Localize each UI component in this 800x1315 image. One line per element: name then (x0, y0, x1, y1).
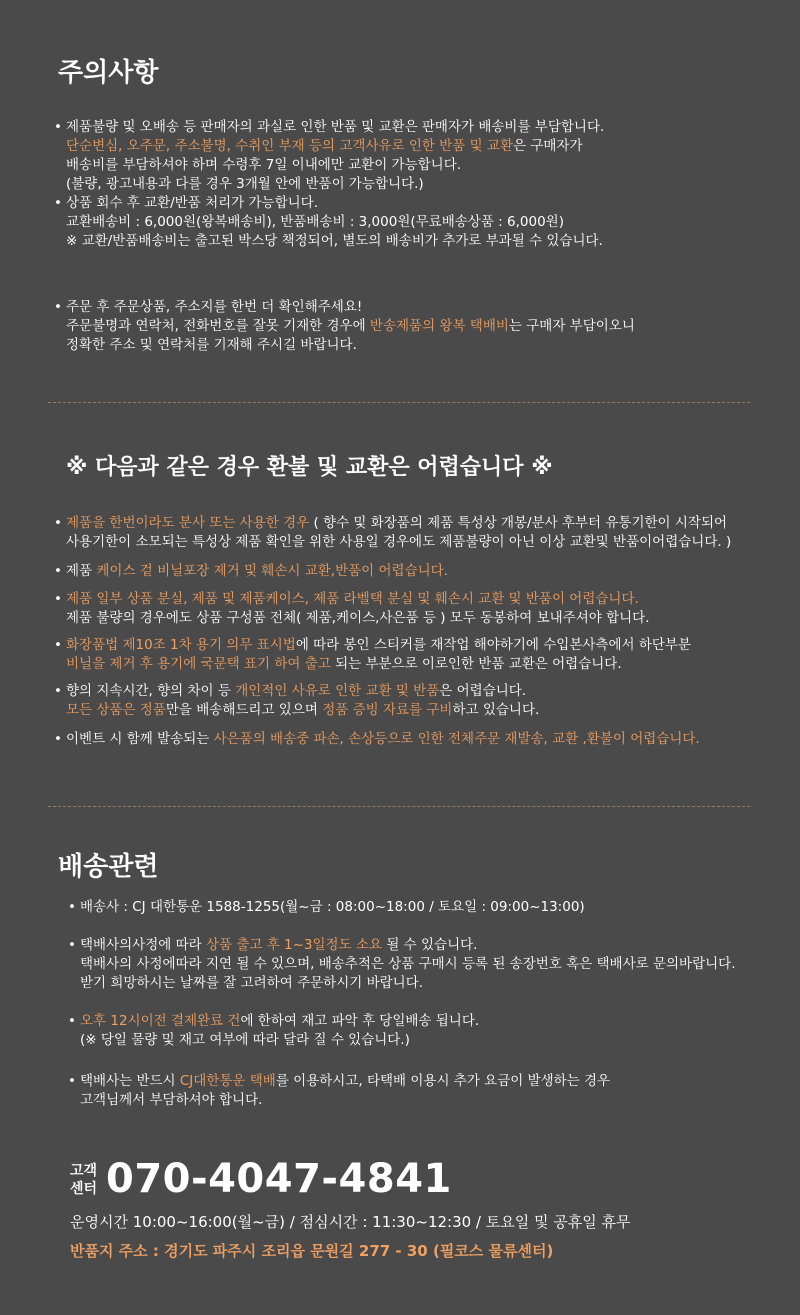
highlighted-text: CJ대한통운 택배 (179, 1073, 276, 1089)
bullet-icon: • (54, 299, 62, 315)
item-line (80, 1072, 610, 1091)
item-text: 이벤트 시 함께 발송되는 (66, 731, 214, 747)
item-text: 하고 있습니다. (452, 702, 540, 718)
item-text: 제품불량 및 오배송 등 판매자의 과실로 인한 반품 및 교환은 판매자가 배송비를 부담합니다. (66, 119, 605, 135)
refund-item (54, 636, 691, 674)
highlighted-text: 오후 12시이전 결제완료 건 (80, 1013, 241, 1029)
item-line (80, 974, 736, 993)
highlighted-text: 화장품법 제10조 1차 용기 의무 표시법 (66, 637, 296, 653)
item-line (66, 137, 604, 156)
item-text: ※ 교환/반품배송비는 출고된 박스당 책정되어, 별도의 배송비가 추가로 부과될 수 있습니다. (66, 233, 603, 249)
item-text: 받기 희망하시는 날짜를 잘 고려하여 주문하시기 바랍니다. (80, 975, 424, 991)
refund-title: ※ 다음과 같은 경우 환불 및 교환은 어렵습니다 ※ (66, 455, 553, 480)
item-line (80, 1012, 479, 1031)
notice-item (54, 118, 605, 194)
shipping-item (68, 936, 736, 993)
section-divider (48, 402, 750, 403)
item-line (66, 213, 603, 232)
item-line (66, 609, 650, 628)
highlighted-text: 반송제품의 왕복 택배비 (369, 318, 509, 334)
item-line (66, 533, 731, 552)
item-line (66, 156, 604, 175)
item-text: (불량, 광고내용과 다를 경우 3개월 안에 반품이 가능합니다.) (66, 176, 424, 192)
item-line (80, 898, 585, 917)
item-line (80, 1031, 479, 1050)
bullet-icon: • (68, 1073, 76, 1089)
refund-item (54, 590, 650, 628)
item-text: 택배사는 반드시 (80, 1073, 180, 1089)
item-text: 상품 회수 후 교환/반품 처리가 가능합니다. (66, 195, 318, 211)
bullet-icon: • (54, 563, 62, 579)
customer-center-label-line2: 센터 (70, 1181, 98, 1197)
item-text: 은 어렵습니다. (439, 683, 527, 699)
bullet-icon: • (68, 899, 76, 915)
item-line (66, 336, 635, 355)
item-text: 정확한 주소 및 연락처를 기재해 주시길 바랍니다. (66, 337, 357, 353)
item-line (80, 955, 736, 974)
item-line (66, 194, 603, 213)
bullet-icon: • (54, 195, 62, 211)
item-text: 향의 지속시간, 향의 차이 등 (66, 683, 236, 699)
item-text: 에 따라 봉인 스티커를 재작업 해야하기에 수입본사측에서 하단부분 (295, 637, 691, 653)
bullet-icon: • (54, 591, 62, 607)
item-line (66, 655, 691, 674)
item-line (66, 514, 731, 533)
item-text: ( 향수 및 화장품의 제품 특성상 개봉/분사 후부터 유통기한이 시작되어 (309, 515, 728, 531)
item-text: (※ 당일 물량 및 재고 여부에 따라 달라 질 수 있습니다.) (80, 1032, 410, 1048)
operating-hours: 운영시간 10:00~16:00(월~금) / 점심시간 : 11:30~12:30 / 토요일 및 공휴일 휴무 (70, 1213, 631, 1231)
item-line (80, 936, 736, 955)
item-line (66, 590, 650, 609)
shipping-title: 배송관련 (58, 852, 159, 882)
refund-item (54, 562, 448, 581)
item-line (66, 682, 539, 701)
item-text: 택배사의사정에 따라 (80, 937, 206, 953)
refund-item (54, 682, 540, 720)
highlighted-text: 비닐을 제거 후 용기에 국문택 표기 하여 출고 (66, 656, 331, 672)
phone-number: 070-4047-4841 (106, 1156, 452, 1202)
item-text: 는 구매자 부담이오니 (508, 318, 635, 334)
item-line (66, 730, 700, 749)
highlighted-text: 케이스 겉 비닐포장 제거 및 훼손시 교환,반품이 어렵습니다. (96, 563, 448, 579)
highlighted-text: 모든 상품은 정품 (66, 702, 166, 718)
notice-title: 주의사항 (58, 58, 159, 88)
customer-center-label-line1: 고객 (70, 1163, 98, 1179)
item-text: 택배사의 사정에따라 지연 될 수 있으며, 배송추적은 상품 구매시 등록 된 송장번호 혹은 택배사로 문의바랍니다. (80, 956, 736, 972)
shipping-item (68, 1072, 611, 1110)
refund-item (54, 514, 732, 552)
shipping-item (68, 1012, 480, 1050)
highlighted-text: 개인적인 사유로 인한 교환 및 반품 (235, 683, 440, 699)
item-text: 교환배송비 : 6,000원(왕복배송비), 반품배송비 : 3,000원(무료배송상품 : 6,000원) (66, 214, 564, 230)
notice-item (54, 194, 603, 251)
item-text: 되는 부분으로 이로인한 반품 교환은 어렵습니다. (330, 656, 622, 672)
bullet-icon: • (54, 731, 62, 747)
return-address: 반품지 주소 : 경기도 파주시 조리읍 문원길 277 - 30 (필코스 물류센터) (70, 1242, 554, 1260)
item-line (80, 1091, 610, 1110)
highlighted-text: 제품 일부 상품 분실, 제품 및 제품케이스, 제품 라벨택 분실 및 훼손시 교환 및 반품이 어렵습니다. (66, 591, 639, 607)
item-text: 사용기한이 소모되는 특성상 제품 확인을 위한 사용일 경우에도 제품불량이 아닌 이상 교환및 반품이어렵습니다. ) (66, 534, 732, 550)
bullet-icon: • (68, 1013, 76, 1029)
item-line (66, 701, 539, 720)
notice-item (54, 298, 635, 355)
item-text: 에 한하여 재고 파악 후 당일배송 됩니다. (240, 1013, 480, 1029)
highlighted-text: 정품 증빙 자료를 구비 (322, 702, 453, 718)
item-text: 제품 불량의 경우에도 상품 구성품 전체( 제품,케이스,사은품 등 ) 모두 동봉하여 보내주셔야 합니다. (66, 610, 650, 626)
item-text: 될 수 있습니다. (382, 937, 478, 953)
bullet-icon: • (54, 637, 62, 653)
shipping-item (68, 898, 585, 917)
item-line (66, 636, 691, 655)
item-text: 고객님께서 부담하셔야 합니다. (80, 1092, 263, 1108)
item-line (66, 175, 604, 194)
item-line (66, 317, 635, 336)
section-divider (48, 806, 750, 807)
item-line (66, 232, 603, 251)
item-text: 은 구매자가 (513, 138, 583, 154)
bullet-icon: • (54, 683, 62, 699)
bullet-icon: • (54, 119, 62, 135)
bullet-icon: • (54, 515, 62, 531)
bullet-icon: • (68, 937, 76, 953)
highlighted-text: 단순변심, 오주문, 주소불명, 수취인 부재 등의 고객사유로 인한 반품 및 교환 (66, 138, 514, 154)
item-text: 주문 후 주문상품, 주소지를 한번 더 확인해주세요! (66, 299, 363, 315)
item-line (66, 118, 604, 137)
item-text: 제품 (66, 563, 97, 579)
item-text: 배송사 : CJ 대한통운 1588-1255(월~금 : 08:00~18:00 / 토요일 : 09:00~13:00) (80, 899, 585, 915)
highlighted-text: 상품 출고 후 1~3일정도 소요 (205, 937, 383, 953)
item-text: 주문불명과 연락처, 전화번호를 잘못 기재한 경우에 (66, 318, 370, 334)
item-line (66, 562, 448, 581)
customer-center-label (70, 1162, 97, 1198)
highlighted-text: 사은품의 배송중 파손, 손상등으로 인한 전체주문 재발송, 교환 ,환불이 어렵습니다. (213, 731, 700, 747)
item-text: 를 이용하시고, 타택배 이용시 추가 요금이 발생하는 경우 (275, 1073, 611, 1089)
item-line (66, 298, 635, 317)
item-text: 배송비를 부담하셔야 하며 수령후 7일 이내에만 교환이 가능합니다. (66, 157, 462, 173)
refund-item (54, 730, 700, 749)
item-text: 만을 배송해드리고 있으며 (165, 702, 323, 718)
highlighted-text: 제품을 한번이라도 분사 또는 사용한 경우 (66, 515, 310, 531)
